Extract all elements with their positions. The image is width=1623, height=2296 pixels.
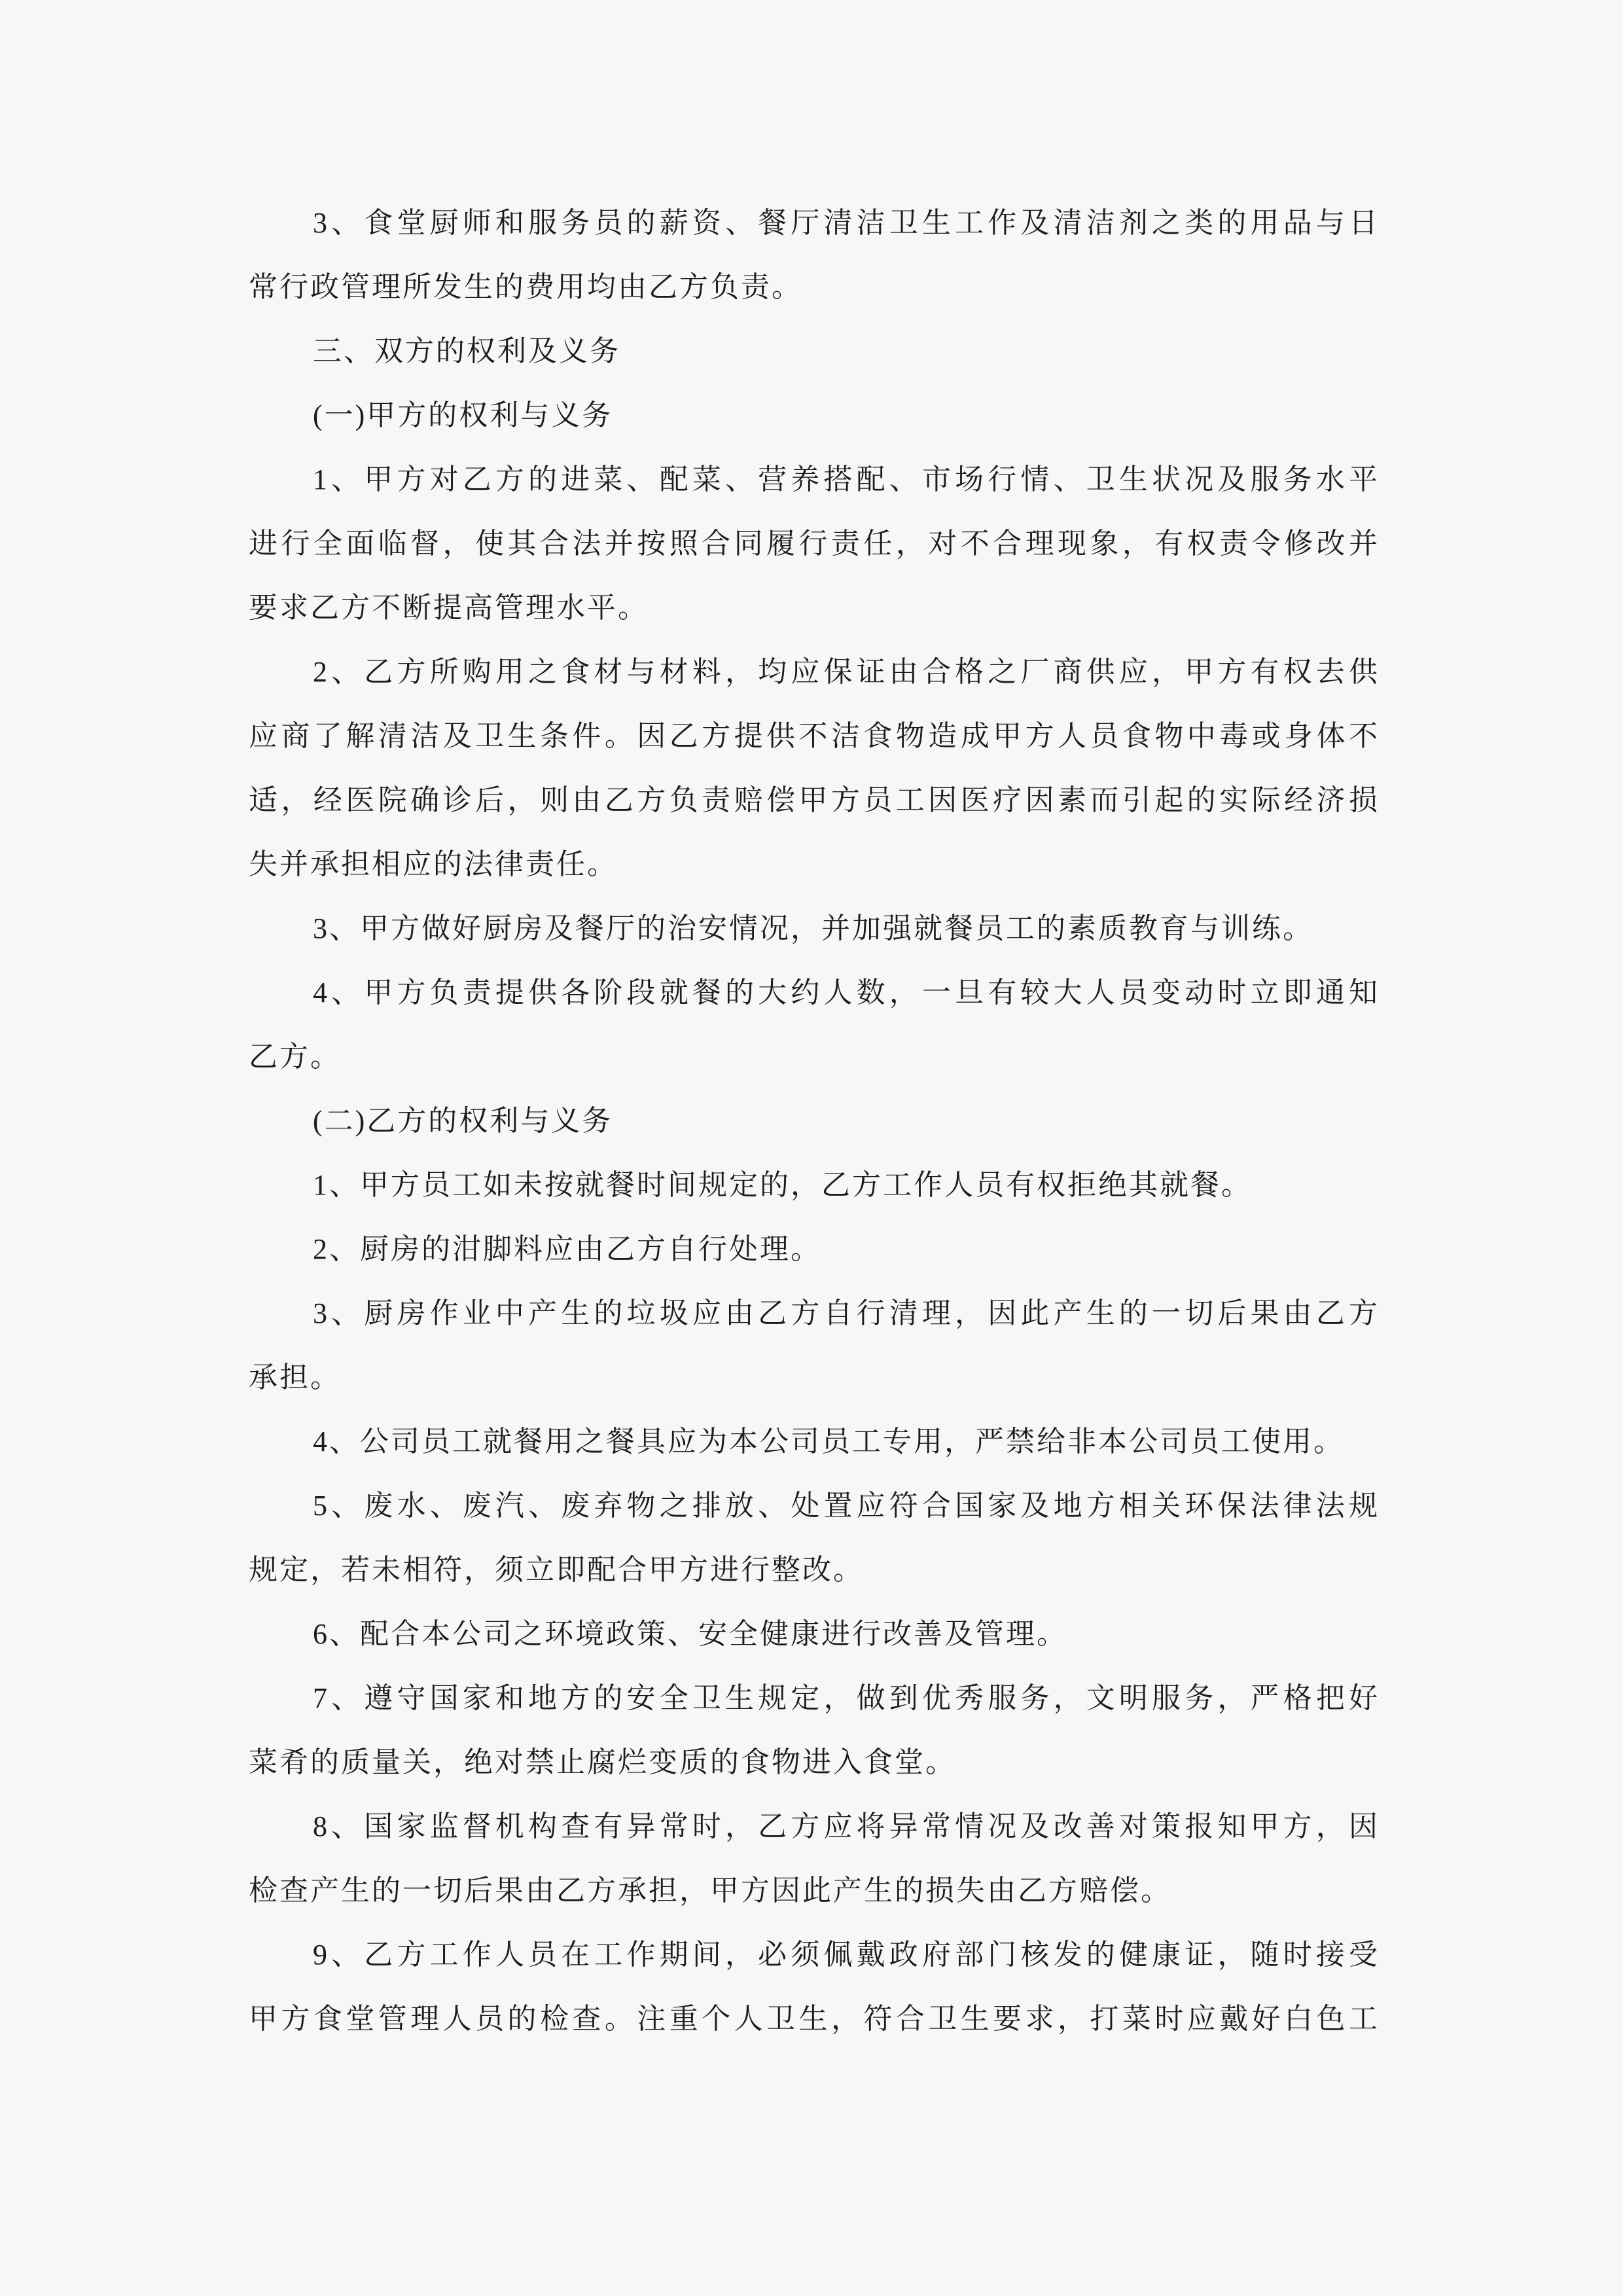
text-line: 应商了解清洁及卫生条件。因乙方提供不洁食物造成甲方人员食物中毒或身体不: [249, 720, 1378, 752]
text-line: 2、厨房的泔脚料应由乙方自行处理。: [313, 1233, 821, 1265]
text-line: 承担。: [249, 1361, 341, 1393]
text-line: 规定，若未相符，须立即配合甲方进行整改。: [249, 1554, 864, 1586]
text-line: 要求乙方不断提高管理水平。: [249, 592, 649, 624]
text-line: 5、废水、废汽、废弃物之排放、处置应符合国家及地方相关环保法律法规: [313, 1490, 1378, 1522]
text-line: 常行政管理所发生的费用均由乙方负责。: [249, 271, 802, 303]
text-line: 9、乙方工作人员在工作期间，必须佩戴政府部门核发的健康证，随时接受: [313, 1939, 1378, 1971]
contract-text-block: [249, 191, 1378, 2051]
text-line: 2、乙方所购用之食材与材料，均应保证由合格之厂商供应，甲方有权去供: [313, 656, 1378, 688]
text-line: 3、食堂厨师和服务员的薪资、餐厅清洁卫生工作及清洁剂之类的用品与日: [313, 207, 1378, 239]
text-line: 8、国家监督机构查有异常时，乙方应将异常情况及改善对策报知甲方，因: [313, 1810, 1378, 1842]
text-line: 甲方食堂管理人员的检查。注重个人卫生，符合卫生要求，打菜时应戴好白色工: [249, 2003, 1378, 2035]
text-line: 1、甲方对乙方的进菜、配菜、营养搭配、市场行情、卫生状况及服务水平: [313, 463, 1378, 495]
text-line: 3、甲方做好厨房及餐厅的治安情况，并加强就餐员工的素质教育与训练。: [313, 912, 1313, 944]
text-line: 3、厨房作业中产生的垃圾应由乙方自行清理，因此产生的一切后果由乙方: [313, 1297, 1378, 1329]
text-line: 7、遵守国家和地方的安全卫生规定，做到优秀服务，文明服务，严格把好: [313, 1682, 1378, 1714]
text-line: (一)甲方的权利与义务: [313, 399, 613, 431]
text-line: 4、公司员工就餐用之餐具应为本公司员工专用，严禁给非本公司员工使用。: [313, 1426, 1344, 1458]
text-line: 乙方。: [249, 1041, 341, 1073]
text-line: 1、甲方员工如未按就餐时间规定的，乙方工作人员有权拒绝其就餐。: [313, 1169, 1252, 1201]
text-line: 适，经医院确诊后，则由乙方负责赔偿甲方员工因医疗因素而引起的实际经济损: [249, 784, 1378, 816]
text-line: 检查产生的一切后果由乙方承担，甲方因此产生的损失由乙方赔偿。: [249, 1874, 1171, 1907]
text-line: 菜肴的质量关，绝对禁止腐烂变质的食物进入食堂。: [249, 1746, 956, 1778]
text-line: (二)乙方的权利与义务: [313, 1105, 613, 1137]
text-line: 失并承担相应的法律责任。: [249, 848, 618, 880]
text-line: 三、双方的权利及义务: [313, 335, 620, 367]
text-line: 进行全面临督，使其合法并按照合同履行责任，对不合理现象，有权责令修改并: [249, 528, 1378, 560]
text-line: 6、配合本公司之环境政策、安全健康进行改善及管理。: [313, 1618, 1067, 1650]
text-line: 4、甲方负责提供各阶段就餐的大约人数，一旦有较大人员变动时立即通知: [313, 977, 1378, 1009]
